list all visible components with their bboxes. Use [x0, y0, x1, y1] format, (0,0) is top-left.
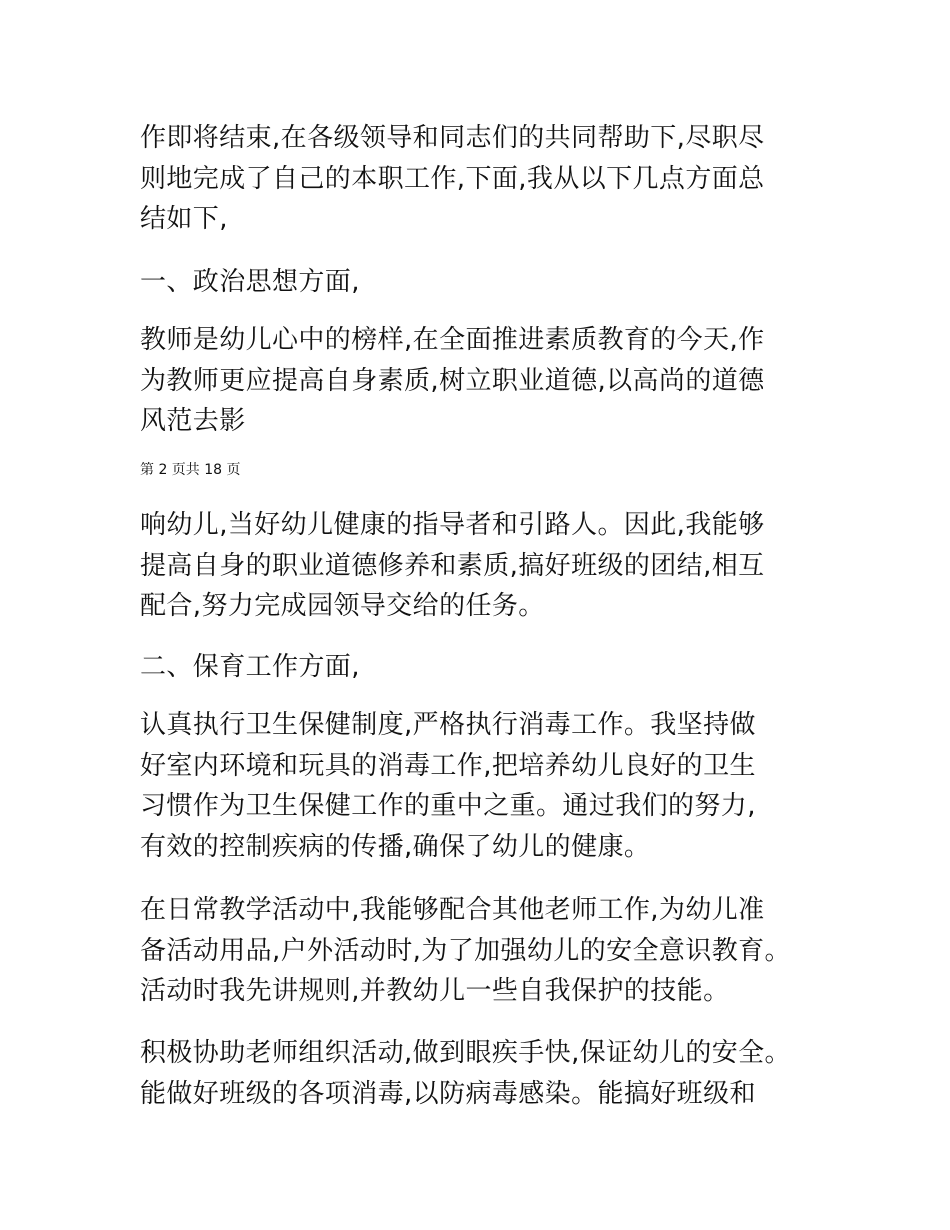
text-line: 能做好班级的各项消毒,以防病毒感染。能搞好班级和: [140, 1078, 756, 1109]
paragraph-teacher-role: [140, 320, 820, 442]
page-footer: 第 2 页共 18 页: [140, 462, 241, 478]
paragraph-daily-activities: [140, 890, 820, 1012]
text-line: 好室内环境和玩具的消毒工作,把培养幼儿良好的卫生: [140, 750, 756, 781]
paragraph-ethics: [140, 505, 820, 627]
section-heading-political: [140, 262, 820, 303]
heading-line: 二、保育工作方面,: [140, 652, 360, 682]
text-line: 认真执行卫生保健制度,严格执行消毒工作。我坚持做: [140, 710, 756, 740]
text-line: 结如下,: [140, 204, 228, 234]
heading-line: 一、政治思想方面,: [140, 267, 360, 297]
paragraph-assist: [140, 1033, 820, 1114]
text-line: 则地完成了自己的本职工作,下面,我从以下几点方面总: [140, 163, 765, 194]
text-line: 教师是幼儿心中的榜样,在全面推进素质教育的今天,作: [140, 325, 765, 355]
text-line: 积极协助老师组织活动,做到眼疾手快,保证幼儿的安全。: [140, 1038, 791, 1068]
text-line: 活动时我先讲规则,并教幼儿一些自我保护的技能。: [140, 976, 730, 1006]
text-line: 有效的控制疾病的传播,确保了幼儿的健康。: [140, 831, 651, 862]
paragraph-intro: [140, 118, 820, 240]
text-line: 提高自身的职业道德修养和素质,搞好班级的团结,相互: [140, 550, 765, 581]
text-line: 作即将结束,在各级领导和同志们的共同帮助下,尽职尽: [140, 123, 765, 153]
text-line: 在日常教学活动中,我能够配合其他老师工作,为幼儿准: [140, 895, 765, 925]
section-heading-care: [140, 647, 820, 688]
text-line: 习惯作为卫生保健工作的重中之重。通过我们的努力,: [140, 791, 756, 821]
text-line: 为教师更应提高自身素质,树立职业道德,以高尚的道德: [140, 365, 765, 396]
text-line: 响幼儿,当好幼儿健康的指导者和引路人。因此,我能够: [140, 510, 765, 540]
text-line: 风范去影: [140, 406, 246, 436]
paragraph-hygiene: [140, 705, 820, 867]
text-line: 配合,努力完成园领导交给的任务。: [140, 591, 545, 621]
text-line: 备活动用品,户外活动时,为了加强幼儿的安全意识教育。: [140, 935, 791, 966]
